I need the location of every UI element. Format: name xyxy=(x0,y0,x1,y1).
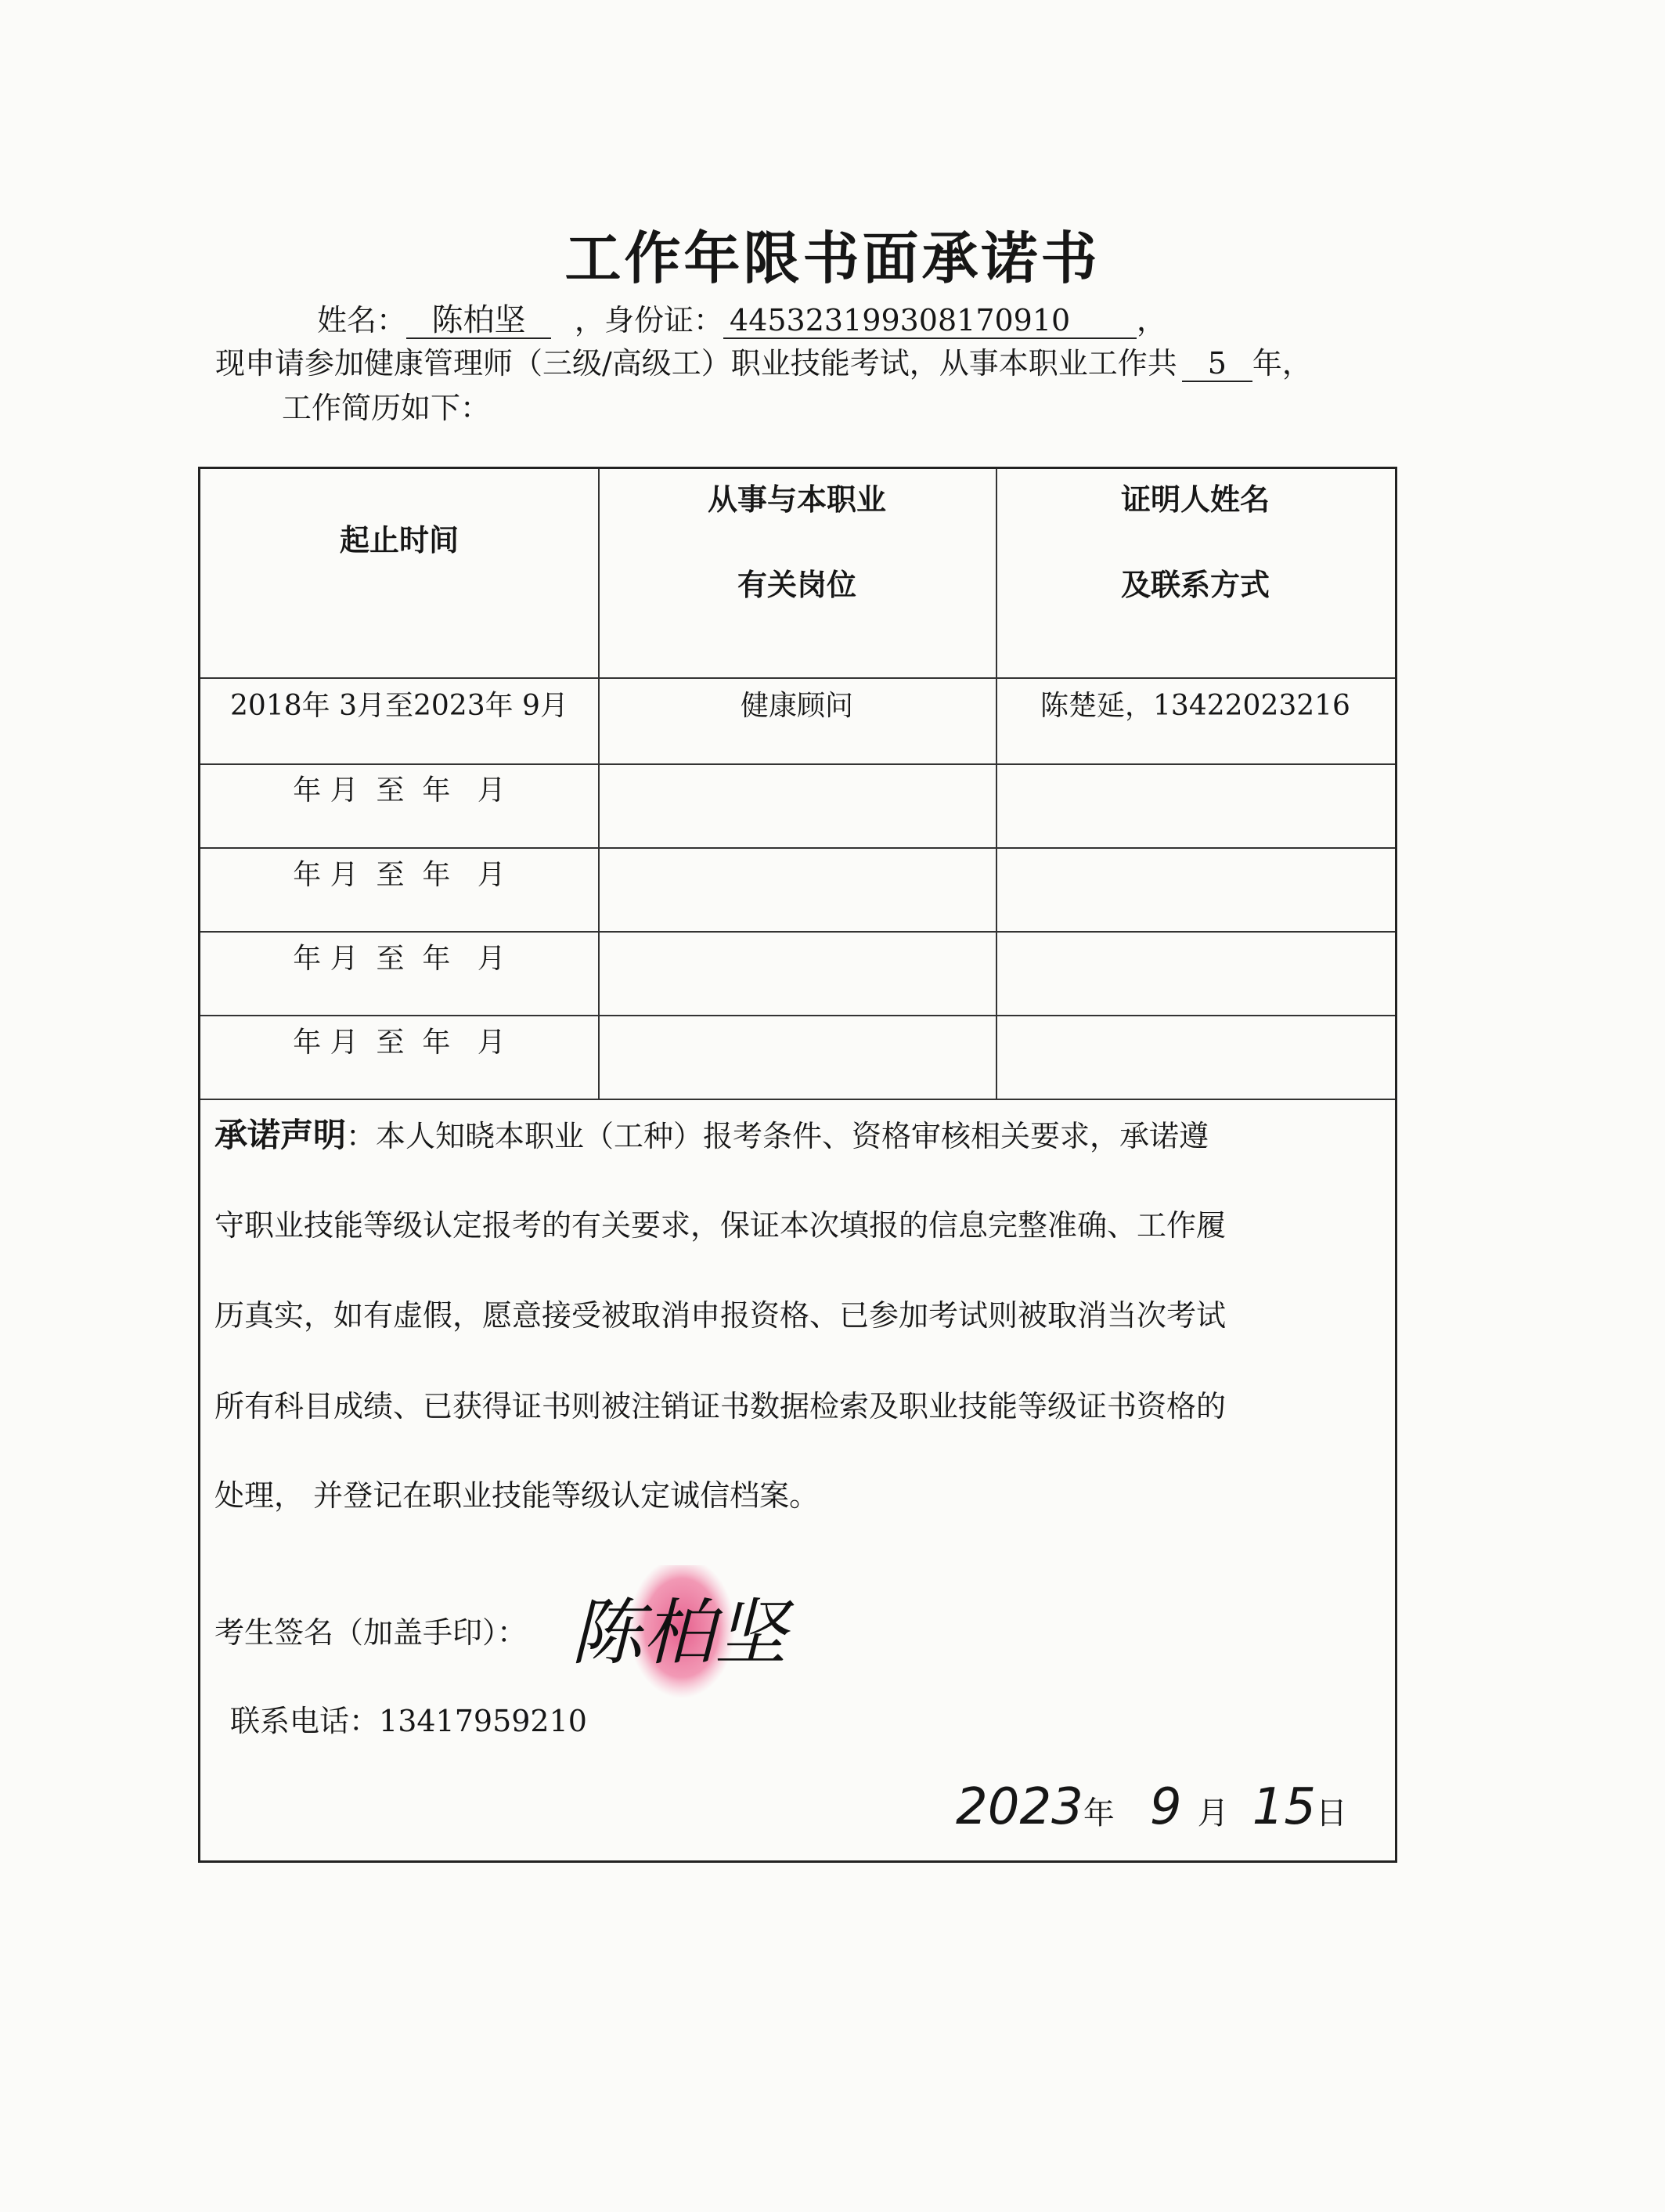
declaration-line-5: 处理， 并登记在职业技能等级认定诚信档案。 xyxy=(214,1478,820,1513)
id-label: ，身份证： xyxy=(575,303,724,337)
header-witness-2: 及联系方式 xyxy=(1120,568,1270,602)
header-position-1: 从事与本职业 xyxy=(707,482,886,517)
applicant-info-line xyxy=(317,296,1166,339)
row1-position: 健康顾问 xyxy=(740,690,853,722)
row1-witness: 陈楚延，13422023216 xyxy=(1040,690,1350,722)
declaration-line-4: 所有科目成绩、已获得证书则被注销证书数据检索及职业技能等级证书资格的 xyxy=(214,1389,1227,1424)
applicant-name: 陈柏坚 xyxy=(406,303,551,339)
date-day: 15 xyxy=(1252,1778,1317,1836)
row2-time: 年 月 至 年 月 xyxy=(293,774,506,806)
header-witness-1: 证明人姓名 xyxy=(1120,482,1270,517)
statement-prefix: 现申请参加健康管理师（三级/高级工）职业技能考试，从事本职业工作共 xyxy=(215,346,1177,381)
declaration-heading: 承诺声明 xyxy=(214,1116,347,1154)
declaration-line-1 xyxy=(214,1110,1389,1157)
declaration-text-1: ：本人知晓本职业（工种）报考条件、资格审核相关要求，承诺遵 xyxy=(346,1119,1209,1153)
id-number: 445323199308170910 xyxy=(723,305,1137,339)
statement-line xyxy=(215,339,1312,382)
table-rule xyxy=(200,847,1395,849)
row1-time: 2018年 3月至2023年 9月 xyxy=(230,690,568,722)
date-year-unit: 年 xyxy=(1083,1795,1115,1831)
table-rule xyxy=(200,1015,1395,1016)
table-rule xyxy=(200,931,1395,933)
contact-label: 联系电话： xyxy=(230,1704,380,1738)
row5-time: 年 月 至 年 月 xyxy=(293,1027,506,1059)
statement-suffix: 年， xyxy=(1252,346,1312,381)
row3-time: 年 月 至 年 月 xyxy=(293,859,506,891)
table-rule xyxy=(200,1099,1395,1100)
table-rule xyxy=(200,677,1395,679)
declaration-line-3: 历真实，如有虚假，愿意接受被取消申报资格、已参加考试则被取消当次考试 xyxy=(214,1298,1227,1333)
id-end: ， xyxy=(1137,303,1167,337)
contact-phone: 13417959210 xyxy=(379,1704,587,1738)
table-rule xyxy=(200,763,1395,765)
handwritten-signature: 陈柏坚 xyxy=(571,1591,787,1675)
contact-line xyxy=(230,1697,1404,1740)
signing-date xyxy=(956,1778,1347,1836)
fingerprint-signature xyxy=(564,1565,799,1698)
signature-label: 考生签名（加盖手印）： xyxy=(214,1615,528,1650)
work-history-table xyxy=(198,467,1397,1863)
years-value: 5 xyxy=(1182,348,1252,382)
header-time: 起止时间 xyxy=(339,523,459,558)
resume-label: 工作简历如下： xyxy=(282,391,491,425)
row4-time: 年 月 至 年 月 xyxy=(293,943,506,975)
document-title: 工作年限书面承诺书 xyxy=(564,226,1101,291)
declaration-line-2: 守职业技能等级认定报考的有关要求，保证本次填报的信息完整准确、工作履 xyxy=(214,1208,1227,1243)
name-label: 姓名： xyxy=(317,303,407,337)
date-month: 9 xyxy=(1149,1778,1182,1836)
date-month-unit: 月 xyxy=(1197,1795,1229,1831)
date-day-unit: 日 xyxy=(1316,1795,1348,1831)
header-position-2: 有关岗位 xyxy=(737,568,856,602)
date-year: 2023 xyxy=(956,1778,1083,1836)
